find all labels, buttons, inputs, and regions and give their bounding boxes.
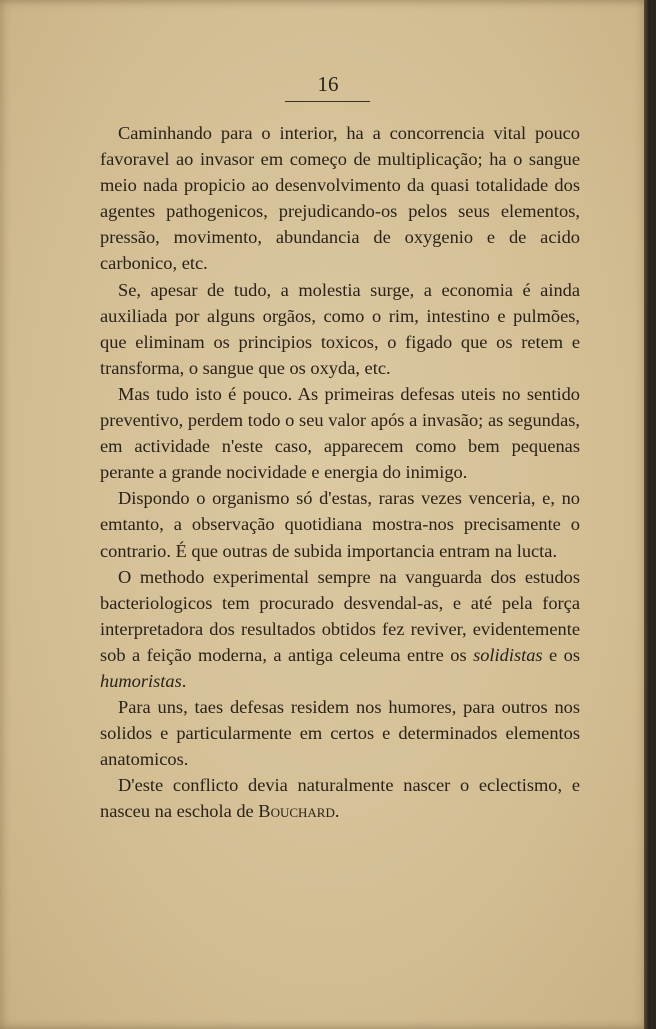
- paragraph-7-text: D'este conflicto devia naturalmente nascer o eclectismo, e nasceu na eschola de: [100, 775, 580, 822]
- page-edge-shadow: [644, 0, 650, 1029]
- paragraph-4: Dispondo o organismo só d'estas, raras vezes venceria, e, no emtanto, a observação quotidiana mostra-nos precisamente o contrario. É que outras de subida importancia entram na lucta.: [100, 488, 580, 561]
- paragraph-7-end: .: [334, 801, 340, 822]
- term-humoristas: humoristas: [100, 670, 182, 691]
- paragraph-5-end: .: [181, 670, 187, 691]
- paragraph-3: Mas tudo isto é pouco. As primeiras defesas uteis no sentido preventivo, perdem todo o seu valor após a invasão; as segundas, em actividade n'este caso, apparecem como bem pequenas perante a grande nocividade e energia do inimigo.: [100, 383, 580, 483]
- author-bouchard: Bouchard: [258, 801, 335, 822]
- paragraph-5: [100, 564, 580, 694]
- term-solidistas: solidistas: [473, 644, 543, 665]
- paragraph-5-text: O methodo experimental sempre na vanguarda dos estudos bacteriologicos tem procurado desvendal-as, e até pela força interpretadora dos resultados obtidos fez reviver, evidentemente sob a feição moderna, a antiga celeuma entre os: [100, 566, 580, 665]
- body-text: [100, 120, 580, 825]
- paragraph-1: Caminhando para o interior, ha a concorrencia vital pouco favoravel ao invasor em começo de multiplicação; ha o sangue meio nada propicio ao desenvolvimento da quasi totalidade dos agentes pathogenicos, prejudicando-os pelos seus elementos, pressão, movimento, abundancia de oxygenio e de acido carbonico, etc.: [100, 123, 580, 274]
- paragraph-6: Para uns, taes defesas residem nos humores, para outros nos solidos e particularmente em certos e determinados elementos anatomicos.: [100, 697, 580, 770]
- paragraph-2: Se, apesar de tudo, a molestia surge, a economia é ainda auxiliada por alguns orgãos, como o rim, intestino e pulmões, que eliminam os principios toxicos, o figado que os retem e transforma, o sangue que os oxyda, etc.: [100, 279, 580, 378]
- paragraph-7: [100, 772, 580, 824]
- page-number: 16: [317, 72, 339, 96]
- header-rule: [285, 101, 370, 102]
- paragraph-5-mid: e os: [542, 644, 580, 665]
